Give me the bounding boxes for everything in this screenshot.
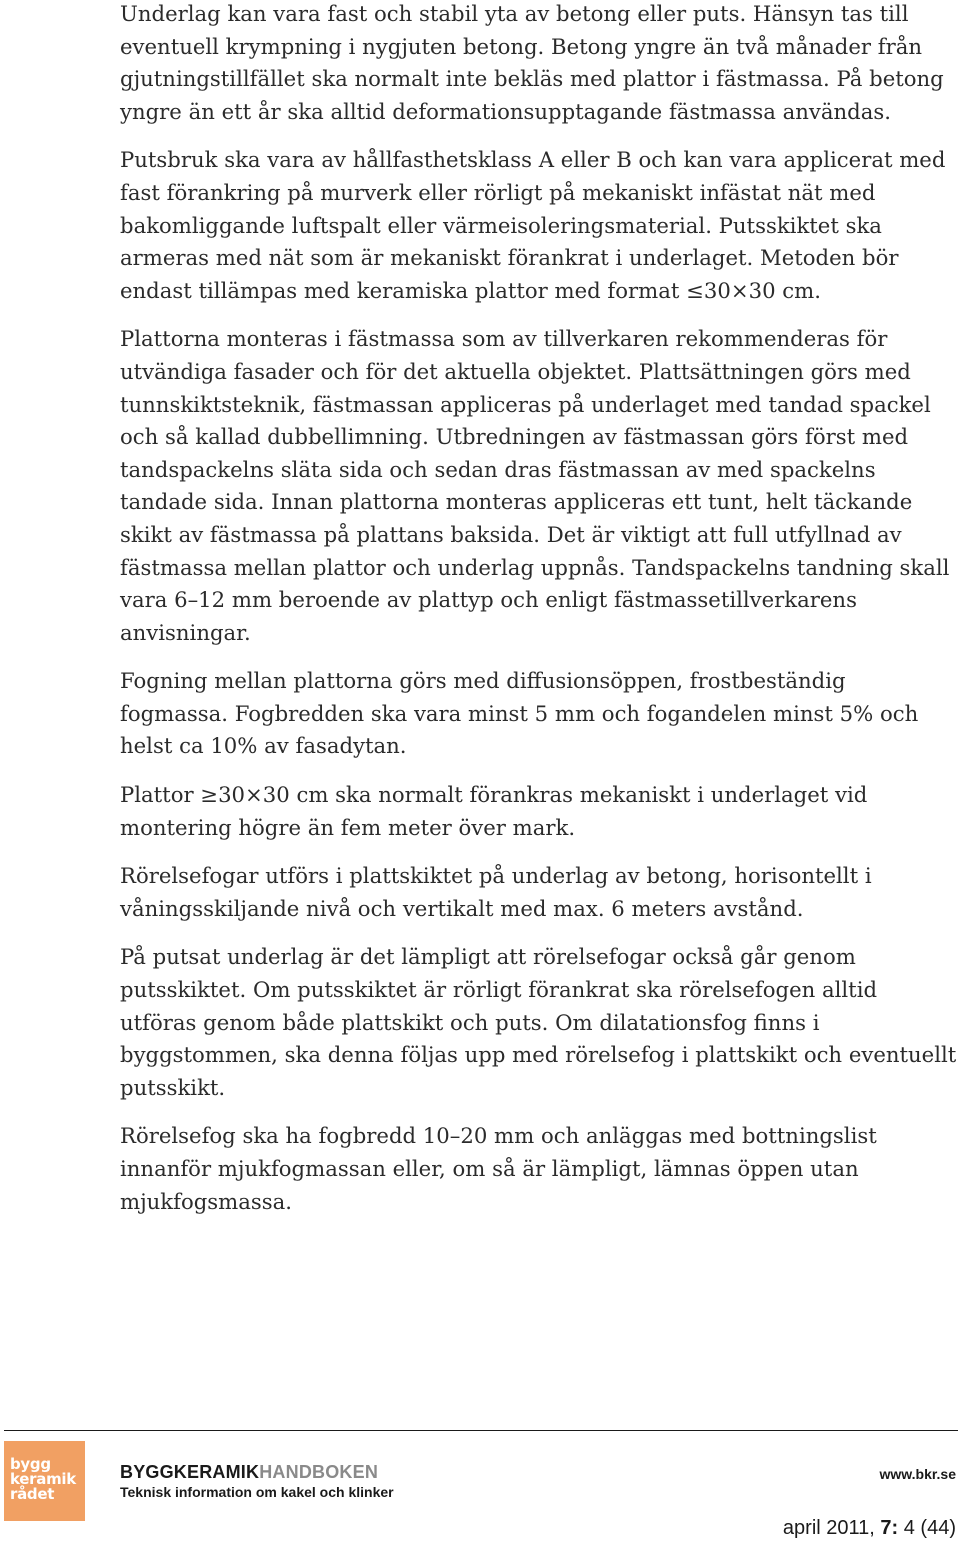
page-date: april 2011,: [782, 1517, 875, 1539]
paragraph-underlag: Underlag kan vara fast och stabil yta av betong eller puts. Hänsyn tas till eventuell krympning i nygjuten betong. Betong yngre än två månader från gjutningstillfället ska normalt inte bekläs med plattor i fästmassa. På betong yngre än ett år ska alltid deformationsupptagande fästmassa användas.: [120, 1, 944, 124]
paragraph-rorelsefogar: Rörelsefogar utförs i plattskiktet på underlag av betong, horisontellt i våningsskiljande nivå och vertikalt med max. 6 meters avstånd.: [120, 863, 872, 921]
footer-url-link[interactable]: www.bkr.se: [879, 1466, 956, 1482]
page-index: 4 (44): [903, 1517, 956, 1539]
paragraph-rorelsefog-bredd: Rörelsefog ska ha fogbredd 10–20 mm och anläggas med bottningslist innanför mjukfogmassan eller, om så är lämpligt, lämnas öppen utan mjukfogsmassa.: [120, 1123, 877, 1214]
logo-line-1: bygg: [10, 1455, 51, 1473]
page-chapter: 7:: [880, 1517, 899, 1539]
footer-brand: [120, 1462, 378, 1482]
logo-line-3: rådet: [10, 1485, 55, 1503]
page-number: [783, 1517, 956, 1539]
paragraph-putsat-underlag: På putsat underlag är det lämpligt att rörelsefogar också går genom putsskiktet. Om putsskiktet är rörligt förankrat ska rörelsefogen alltid utföras genom både plattskikt och puts. Om dilatationsfog finns i byggstommen, ska denna följas upp med rörelsefog i plattskikt och eventuellt putsskikt.: [120, 944, 957, 1100]
paragraph-plattor-forankring: Plattor ≥30×30 cm ska normalt förankras mekaniskt i underlaget vid montering högre än fem meter över mark.: [120, 782, 868, 840]
paragraph-putsbruk: Putsbruk ska vara av hållfasthetsklass A eller B och kan vara applicerat med fast förankring på murverk eller rörligt på mekaniskt infästat nät med bakomliggande luftspalt eller värmeisoleringsmaterial. Putsskiktet ska armeras med nät som är mekaniskt förankrat i underlaget. Metoden bör endast tillämpas med keramiska plattor med format ≤30×30 cm.: [120, 147, 946, 303]
footer-divider: [4, 1430, 958, 1431]
paragraph-fogning: Fogning mellan plattorna görs med diffusionsöppen, frostbeständig fogmassa. Fogbredden ska vara minst 5 mm och fogandelen minst 5% och helst ca 10% av fasadytan.: [120, 668, 919, 759]
logo-line-2: keramik: [10, 1470, 76, 1488]
footer-subtitle: Teknisk information om kakel och klinker: [120, 1484, 394, 1500]
brand-light: HANDBOKEN: [259, 1462, 379, 1482]
byggkeramikradet-logo: [4, 1441, 85, 1521]
paragraph-montering: Plattorna monteras i fästmassa som av tillverkaren rekommenderas för utvändiga fasader och för det aktuella objektet. Plattsättningen görs med tunnskiktsteknik, fästmassan appliceras på underlaget med tandad spackel och så kallad dubbellimning. Utbredningen av fästmassan görs först med tandspackelns släta sida och sedan dras fästmassan av med spackelns tandade sida. Innan plattorna monteras appliceras ett tunt, helt täckande skikt av fästmassa på plattans baksida. Det är viktigt att full utfyllnad av fästmassa mellan plattor och underlag uppnås. Tandspackelns tandning skall vara 6–12 mm beroende av plattyp och enligt fästmassetillverkarens anvisningar.: [120, 326, 950, 645]
document-body: [120, 0, 958, 1234]
brand-bold: BYGGKERAMIK: [120, 1462, 260, 1482]
